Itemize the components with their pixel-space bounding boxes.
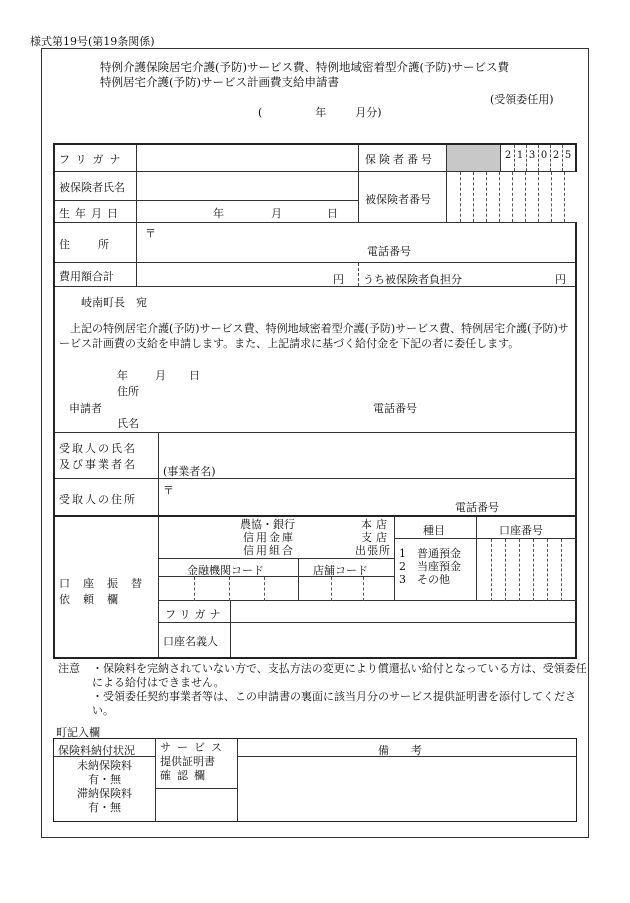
notes-heading: 注意 [58, 662, 80, 675]
birth-date-label: 生年月日 [59, 207, 123, 220]
row-recipient-name: 受取人の氏名 及び事業者名 (事業者名) [55, 433, 575, 479]
account-number-input[interactable] [477, 539, 577, 601]
claim-period: ( 年 月分) [258, 106, 382, 119]
branch-code-label: 店舗コード [313, 564, 368, 577]
row-insured-name [55, 172, 575, 206]
furigana-input[interactable] [137, 145, 359, 171]
title-line-2: 特例居宅介護(予防)サービス計画費支給申請書 [100, 75, 339, 89]
addressee: 岐南町長 宛 [81, 296, 147, 309]
unpaid-label: 未納保険料 [77, 759, 132, 772]
insured-name-input[interactable] [137, 172, 359, 200]
account-type-label: 種目 [423, 524, 445, 537]
insurer-number-label: 保険者番号 [365, 153, 435, 166]
form-number: 様式第19号(第19条関係) [30, 35, 155, 48]
row-request: 岐南町長 宛 上記の特例居宅介護(予防)サービス費、特例地域密着型介護(予防)サービス費、特例居宅介護(予防)サービス計画費の支給を申請します。また、上記請求に基づく給付金を下記の者に委任します。 年 月 日 住所 申請者 電話番号 氏名 [55, 287, 575, 433]
arrears-label: 滞納保険料 [77, 787, 132, 800]
note-item-2: ・受領委任契約事業者等は、この申請書の裏面に該当月分のサービス提供証明書を添付してください。 [92, 690, 576, 717]
applicant-address-label: 住所 [117, 385, 139, 398]
town-use-table [53, 738, 577, 822]
applicant-phone-label: 電話番号 [373, 402, 417, 415]
holder-name-label: 口座名義人 [163, 635, 218, 648]
institution-code-input[interactable] [159, 577, 299, 601]
insurer-shaded-area [447, 145, 501, 171]
row-birth-date [55, 201, 575, 223]
arrears-yes-no[interactable]: 有・無 [88, 801, 121, 814]
bank-institution-input[interactable]: 農協・銀行 信用金庫 信用組合 本店 支店 出張所 [159, 517, 395, 559]
insured-number-label: 被保険者番号 [365, 193, 431, 206]
title-line-1: 特例介護保険居宅介護(予防)サービス費、特例地域密着型介護(予防)サービス費 [100, 60, 509, 74]
request-body: 上記の特例居宅介護(予防)サービス費、特例地域密着型介護(予防)サービス費、特例居宅介護(予防)サービス計画費の支給を申請します。また、上記請求に基づく給付金を下記の者に委任します。 [59, 322, 569, 350]
furigana-label: フリガナ [59, 153, 127, 166]
remarks-input[interactable] [238, 757, 576, 821]
bank-furigana-input[interactable] [231, 601, 577, 622]
note-item-1: ・保険料を完納されていない方で、支払方法の変更により償還払い給付となっている方は、受領委任による給付はできません。 [92, 662, 587, 689]
cost-total-label: 費用額合計 [59, 270, 114, 283]
insured-name-label: 被保険者氏名 [59, 181, 125, 194]
notes [58, 662, 588, 718]
recipient-address-input[interactable]: 〒 電話番号 [163, 484, 499, 514]
birth-date-input[interactable]: 年 月 日 [137, 201, 359, 222]
insurer-number-digits: 2 1 3 0 2 5 [501, 145, 577, 171]
service-cert-label-1: サービス [160, 741, 228, 754]
branch-code-input[interactable] [299, 577, 395, 601]
service-cert-input[interactable] [156, 789, 237, 821]
address-input[interactable] [137, 223, 577, 262]
row-cost-total [55, 263, 575, 287]
self-pay-input[interactable]: うち被保険者負担分 円 [363, 273, 566, 286]
address-label: 住所 [59, 238, 137, 251]
cost-total-input[interactable]: 円 [137, 263, 359, 286]
delegation-note: (受領委任用) [490, 93, 554, 106]
applicant-name-label: 氏名 [117, 417, 139, 430]
town-section-heading: 町記入欄 [56, 726, 100, 739]
row-furigana [55, 145, 575, 172]
self-pay-label: うち被保険者負担分 [363, 273, 462, 286]
unpaid-yes-no[interactable]: 有・無 [88, 773, 121, 786]
bank-furigana-label: フリガナ [165, 608, 225, 621]
row-recipient-address: 受取人の住所 〒 電話番号 [55, 479, 575, 517]
account-number-label: 口座番号 [499, 524, 543, 537]
application-grid [53, 143, 577, 659]
service-cert-label-2: 提供証明書 [160, 755, 215, 768]
holder-name-input[interactable] [231, 623, 577, 657]
bank-section: 口座振替 依頼欄 農協・銀行 信用金庫 信用組合 本店 支店 出張所 金融機関コード 店舗コード 種目 1 普通預金 2 当座預金 3 その他 口座番号 フリガナ 口座名義人 [55, 517, 577, 657]
remarks-label: 備 考 [378, 744, 422, 757]
recipient-name-input[interactable]: (事業者名) [163, 465, 216, 478]
service-cert-label-3: 確認欄 [160, 769, 211, 782]
phone-label: 電話番号 [367, 245, 411, 258]
institution-code-label: 金融機関コード [187, 564, 264, 577]
account-type-options[interactable]: 1 普通預金 2 当座預金 3 その他 [399, 547, 461, 586]
postal-mark: 〒 [145, 227, 156, 240]
row-address [55, 223, 575, 263]
premium-status-label: 保険料納付状況 [58, 744, 135, 757]
form-title [100, 60, 509, 90]
applicant-label: 申請者 [69, 402, 102, 415]
